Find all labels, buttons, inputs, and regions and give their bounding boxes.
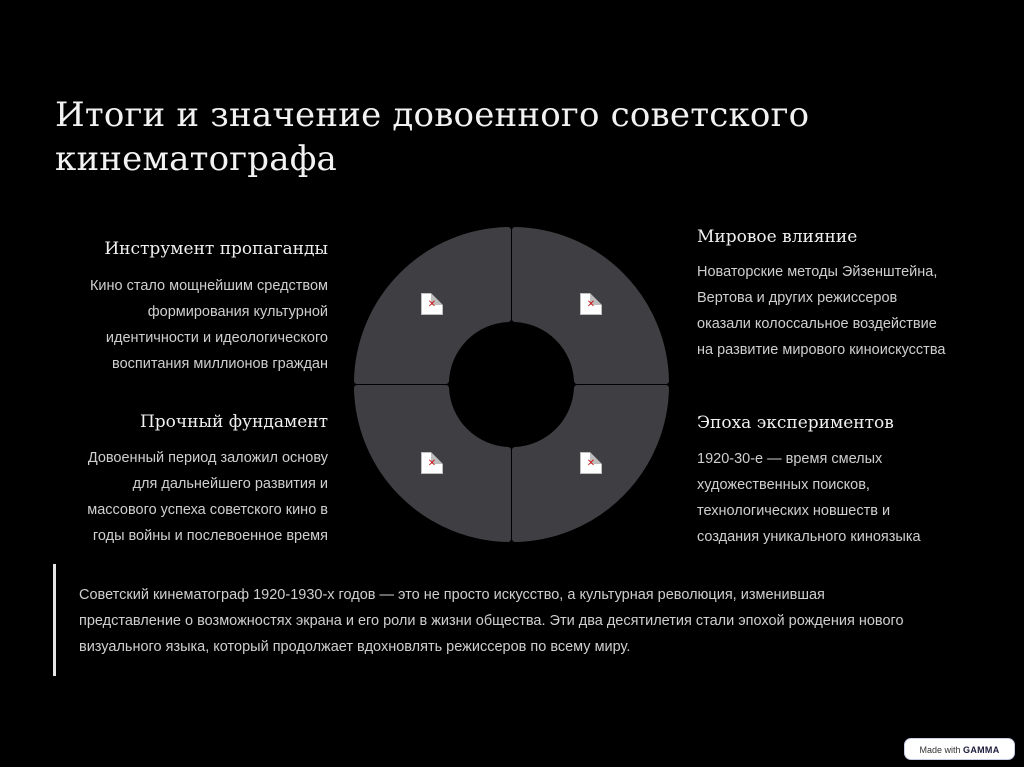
text-line: представление о возможностях экрана и его роли в жизни общества. Эти два десятилетия стали эпохой рождения нового: [79, 613, 904, 629]
block-propaganda: [38, 238, 328, 377]
text-line: создания уникального киноязыка: [697, 529, 921, 545]
ring-diagram: [350, 223, 673, 546]
summary-quote-text: [56, 564, 986, 660]
text-line: оказали колоссальное воздействие: [697, 316, 937, 332]
ring-diagram-svg: [350, 223, 673, 546]
broken-image-icon: ✕: [421, 452, 443, 474]
text-line: на развитие мирового киноискусства: [697, 342, 946, 358]
broken-image-icon: ✕: [580, 293, 602, 315]
text-line: Довоенный период заложил основу: [87, 450, 328, 466]
text-line: идентичности и идеологического: [105, 330, 328, 346]
block-experiments: [697, 412, 997, 550]
block-world-influence: [697, 226, 997, 363]
text-line: 1920-30-е — время смелых: [697, 451, 883, 467]
text-line: художественных поисков,: [697, 477, 870, 493]
text-line: воспитания миллионов граждан: [112, 356, 328, 372]
summary-quote: [53, 564, 986, 676]
text-line: Кино стало мощнейшим средством: [89, 278, 328, 294]
gamma-logo: GAMMA: [963, 745, 1000, 755]
text-line: Вертова и других режиссеров: [697, 290, 898, 306]
block-world-text: [697, 259, 997, 363]
broken-image-icon: ✕: [421, 293, 443, 315]
page-title-line-2: кинематографа: [55, 139, 338, 179]
block-experiments-heading: Эпоха экспериментов: [697, 413, 894, 433]
block-foundation-heading: Прочный фундамент: [139, 412, 328, 432]
block-foundation-text: [38, 445, 328, 549]
text-line: массового успеха советского кино в: [87, 502, 328, 518]
text-line: для дальнейшего развития и: [132, 476, 328, 492]
text-line: годы войны и послевоенное время: [92, 528, 328, 544]
broken-image-icon: ✕: [580, 452, 602, 474]
text-line: Новаторские методы Эйзенштейна,: [697, 264, 938, 280]
page-title-line-1: Итоги и значение довоенного советского: [55, 95, 810, 135]
block-propaganda-text: [38, 273, 328, 377]
block-foundation: [38, 411, 328, 549]
made-with-gamma-badge[interactable]: [904, 738, 1015, 760]
badge-prefix: Made with: [919, 745, 961, 755]
text-line: визуального языка, который продолжает вдохновлять режиссеров по всему миру.: [79, 639, 631, 655]
block-experiments-text: [697, 446, 997, 550]
block-world-heading: Мировое влияние: [697, 227, 858, 247]
text-line: Советский кинематограф 1920-1930-х годов — это не просто искусство, а культурная революция, изменившая: [79, 587, 825, 603]
page-title: [55, 93, 915, 181]
text-line: формирования культурной: [147, 304, 328, 320]
block-propaganda-heading: Инструмент пропаганды: [104, 239, 328, 259]
text-line: технологических новшеств и: [697, 503, 891, 519]
